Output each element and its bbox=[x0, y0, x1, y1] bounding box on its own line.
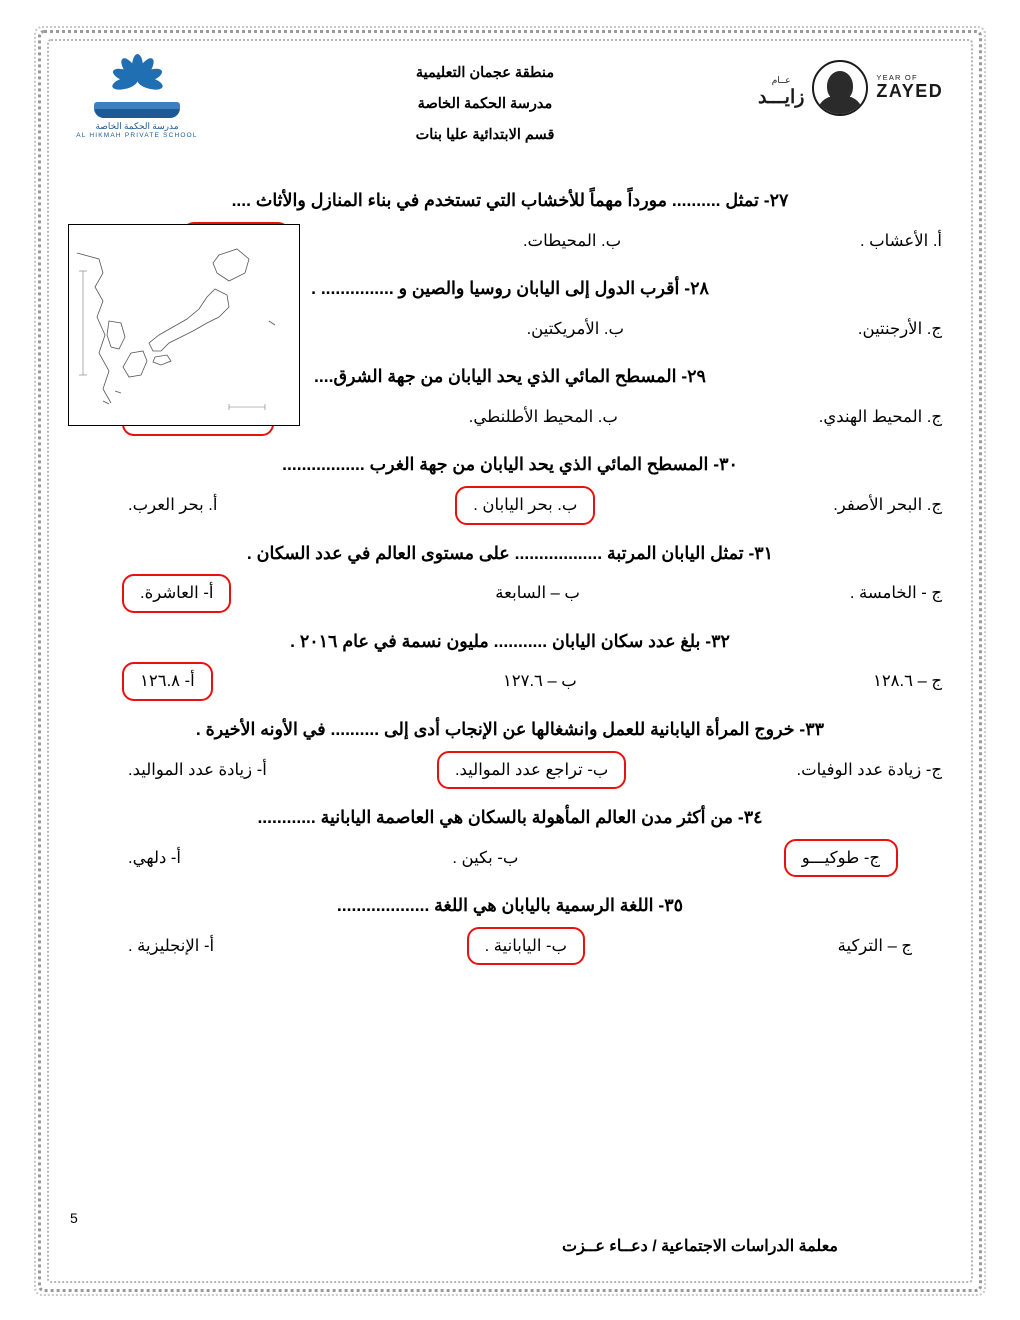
option-b[interactable]: ب. المحيطات. bbox=[522, 231, 622, 250]
option-c[interactable]: ج. الأرجنتين. bbox=[857, 319, 942, 338]
option-b[interactable]: ب – السابعة bbox=[495, 584, 580, 603]
zayed-arabic-text: عــام زايـــد bbox=[758, 75, 805, 108]
question-text: ٣٤- من أكثر مدن العالم المأهولة بالسكان هي العاصمة اليابانية ............ bbox=[257, 806, 763, 827]
question-text: ٣٠- المسطح المائي الذي يحد اليابان من جهة الغرب ................. bbox=[282, 454, 738, 475]
school-name-line: مدرسة الحكمة الخاصة bbox=[417, 96, 553, 113]
zayed-english-text: YEAR OF ZAYED bbox=[876, 72, 944, 102]
options-row bbox=[62, 662, 958, 700]
question-block bbox=[62, 891, 958, 965]
page-number: 5 bbox=[70, 1210, 78, 1226]
question-text: ٣٣- خروج المرأة اليابانية للعمل وانشغالها عن الإنجاب أدى إلى .......... في الأونه الأخيرة . bbox=[195, 718, 825, 739]
school-logo-arabic: مدرسة الحكمة الخاصة bbox=[95, 121, 179, 131]
japan-map-image bbox=[68, 224, 300, 426]
option-a[interactable]: أ. بحر العرب. bbox=[128, 496, 218, 515]
option-c[interactable]: ج – التركية bbox=[837, 936, 912, 955]
question-block bbox=[62, 715, 958, 789]
department-line: قسم الابتدائية عليا بنات bbox=[415, 127, 555, 144]
question-text: ٢٩- المسطح المائي الذي يحد اليابان من جهة الشرق.... bbox=[314, 366, 706, 387]
option-c[interactable]: ج - الخامسة . bbox=[849, 584, 942, 603]
teacher-signature: معلمة الدراسات الاجتماعية / دعــاء عــزت bbox=[562, 1238, 838, 1255]
option-a-selected[interactable]: أ- ١٢٦.٨ bbox=[122, 662, 213, 700]
option-b[interactable]: ب- بكين . bbox=[452, 848, 519, 867]
options-row bbox=[62, 839, 958, 877]
option-c[interactable]: أ. الأعشاب . bbox=[859, 231, 942, 250]
option-c-selected[interactable]: ج- طوكيـــو bbox=[784, 839, 898, 877]
page-content bbox=[62, 48, 958, 1278]
question-block bbox=[62, 627, 958, 701]
option-b[interactable]: ب. المحيط الأطلنطي. bbox=[468, 408, 618, 427]
option-c[interactable]: ج – ١٢٨.٦ bbox=[872, 672, 942, 691]
option-a[interactable]: أ- زيادة عدد المواليد. bbox=[128, 760, 267, 779]
option-a[interactable]: أ- دلهي. bbox=[128, 848, 181, 867]
option-b-selected[interactable]: ب- تراجع عدد المواليد. bbox=[437, 751, 626, 789]
options-row bbox=[62, 927, 958, 965]
option-c[interactable]: ج. البحر الأصفر. bbox=[833, 496, 942, 515]
option-a-selected[interactable]: أ- العاشرة. bbox=[122, 574, 231, 612]
question-block bbox=[62, 450, 958, 524]
question-text: ٣١- تمثل اليابان المرتبة .................. على مستوى العالم في عدد السكان . bbox=[246, 542, 774, 563]
page-header bbox=[62, 48, 958, 158]
year-of-zayed-logo bbox=[758, 48, 958, 116]
question-text: ٣٢- بلغ عدد سكان اليابان ........... مليون نسمة في عام ٢٠١٦ . bbox=[290, 630, 730, 651]
option-b-selected[interactable]: ب- اليابانية . bbox=[467, 927, 585, 965]
option-c[interactable]: ج. المحيط الهندي. bbox=[818, 408, 942, 427]
question-block bbox=[62, 803, 958, 877]
question-text: ٣٥- اللغة الرسمية باليابان هي اللغة ................... bbox=[336, 895, 684, 916]
education-zone-line: منطقة عجمان التعليمية bbox=[415, 65, 555, 81]
questions-area bbox=[62, 186, 958, 965]
book-icon bbox=[94, 102, 180, 118]
option-b[interactable]: ب – ١٢٧.٦ bbox=[502, 672, 577, 691]
options-row bbox=[62, 486, 958, 524]
option-b[interactable]: ب. الأمريكتين. bbox=[526, 319, 625, 338]
zayed-portrait-icon bbox=[812, 60, 868, 116]
school-emblem-icon bbox=[91, 54, 183, 100]
school-header-titles bbox=[212, 48, 758, 152]
question-block bbox=[62, 539, 958, 613]
question-text: ٢٨- أقرب الدول إلى اليابان روسيا والصين و ............... . bbox=[311, 278, 709, 299]
question-text: ٢٧- تمثل .......... مورداً مهماً للأخشاب التي تستخدم في بناء المنازل والأثاث .... bbox=[231, 190, 789, 210]
options-row bbox=[62, 751, 958, 789]
option-b-selected[interactable]: ب. بحر اليابان . bbox=[455, 486, 595, 524]
options-row bbox=[62, 574, 958, 612]
school-logo-english: AL HIKMAH PRIVATE SCHOOL bbox=[76, 132, 198, 139]
zayed-arabic-small: عــام bbox=[771, 75, 791, 85]
school-logo bbox=[62, 48, 212, 139]
japan-map-svg bbox=[69, 225, 299, 425]
option-c[interactable]: ج- زيادة عدد الوفيات. bbox=[796, 760, 942, 779]
option-a[interactable]: أ- الإنجليزية . bbox=[128, 936, 215, 955]
